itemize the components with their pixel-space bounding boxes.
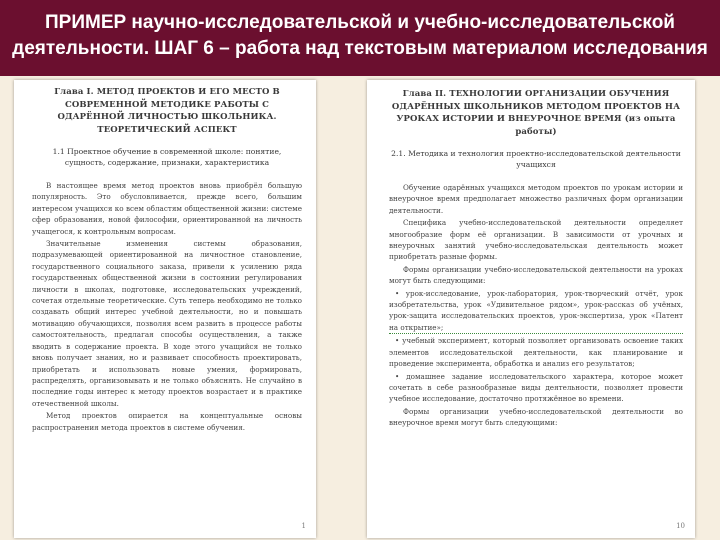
paragraph: Специфика учебно-исследовательской деятельности определяет многообразие форм её организации. В зависимости от урочных и внеурочных занятий учебно-исследовательская деятельность может приобретать разные формы. xyxy=(389,218,683,262)
chapter-title: Глава II. ТЕХНОЛОГИИ ОРГАНИЗАЦИИ ОБУЧЕНИЯ ОДАРЁННЫХ ШКОЛЬНИКОВ МЕТОДОМ ПРОЕКТОВ НА УРОКАХ ИСТОРИИ И ВНЕУРОЧНОЕ ВРЕМЯ (из опыта работы) xyxy=(391,89,681,137)
section-title: 1.1 Проектное обучение в современной школе: понятие, сущность, содержание, признаки, характеристика xyxy=(52,147,282,167)
page-number: 1 xyxy=(301,522,306,530)
paragraph: Обучение одарённых учащихся методом проектов по урокам истории и внеурочное время предполагает множество различных форм организации деятельности. xyxy=(389,183,683,215)
chapter-title: Глава I. МЕТОД ПРОЕКТОВ И ЕГО МЕСТО В СОВРЕМЕННОЙ МЕТОДИКЕ РАБОТЫ С ОДАРЁННОЙ ЛИЧНОСТЬЮ ШКОЛЬНИКА. ТЕОРЕТИЧЕСКИЙ АСПЕКТ xyxy=(54,87,280,135)
section-title: 2.1. Методика и технология проектно-исследовательской деятельности учащихся xyxy=(391,149,681,169)
paragraph: Значительные изменения системы образования, подразумевающей ориентированной на личностное становление, государственного социального заказа, привели к усилению ряда государственных общественной жизни в состоянии регулирования личности в школах, подготовке, исследовательских учреждений, сочетая отдельные теоретические. Суть теперь необходимо не только создавать общий интерес учебной деятельности, но и повышать мотивацию обучающихся, позволяя всем развить в процессе работы самостоятельность, предлагая способы осуществления, а также вводить в содержание проекта. В ходе этого учащийся не только вновь получает знания, но и развивает способность проектировать, приобретать и использовать новые умения, формировать, распределять, организовывать и не только объяснять. Не случайно в последние годы интерес к методу проектов возрастает и в практике отечественной школы. xyxy=(32,239,302,408)
slide-title-bar xyxy=(0,0,720,76)
bullet-paragraph: • домашнее задание исследовательского характера, которое может сочетать в себе разнообразные виды деятельности, позволяет провести учебное исследование, достаточно протяжённое во времени. xyxy=(389,371,683,404)
paragraph: Метод проектов опирается на концептуальные основы распространения метода проектов в системе обучения. xyxy=(32,411,302,432)
page-number: 10 xyxy=(676,522,685,530)
paragraph: Формы организации учебно-исследовательской деятельности во внеурочное время могут быть следующими: xyxy=(389,406,683,428)
slide-title-line-1: ПРИМЕР научно-исследовательской и учебно-исследовательской xyxy=(45,12,675,33)
slide-title-line-2: деятельности. ШАГ 6 – работа над текстовым материалом исследования xyxy=(12,38,708,59)
paragraph: В настоящее время метод проектов вновь приобрёл большую популярность. Это обусловливается, прежде всего, большим интересом учащихся ко всем областям общественной жизни: системе сфер образования, новой философии, ориентированной на личность учащегося, к контрольным вопросам. xyxy=(32,181,302,236)
bullet-paragraph: • урок-исследование, урок-лаборатория, урок-творческий отчёт, урок изобретательства, урок «Удивительное рядом», урок-рассказ об учёных, урок-защита исследовательских проектов, урок-экспертиза, урок «Патент на открытие»; xyxy=(389,288,683,335)
bullet-paragraph: • учебный эксперимент, который позволяет организовать освоение таких элементов исследовательской деятельности, как планирование и проведение эксперимента, обработка и анализ его результатов; xyxy=(389,336,683,369)
paragraph: Формы организации учебно-исследовательской деятельности на уроках могут быть следующими: xyxy=(389,264,683,286)
document-page-left xyxy=(14,80,316,538)
document-page-right xyxy=(367,80,695,538)
